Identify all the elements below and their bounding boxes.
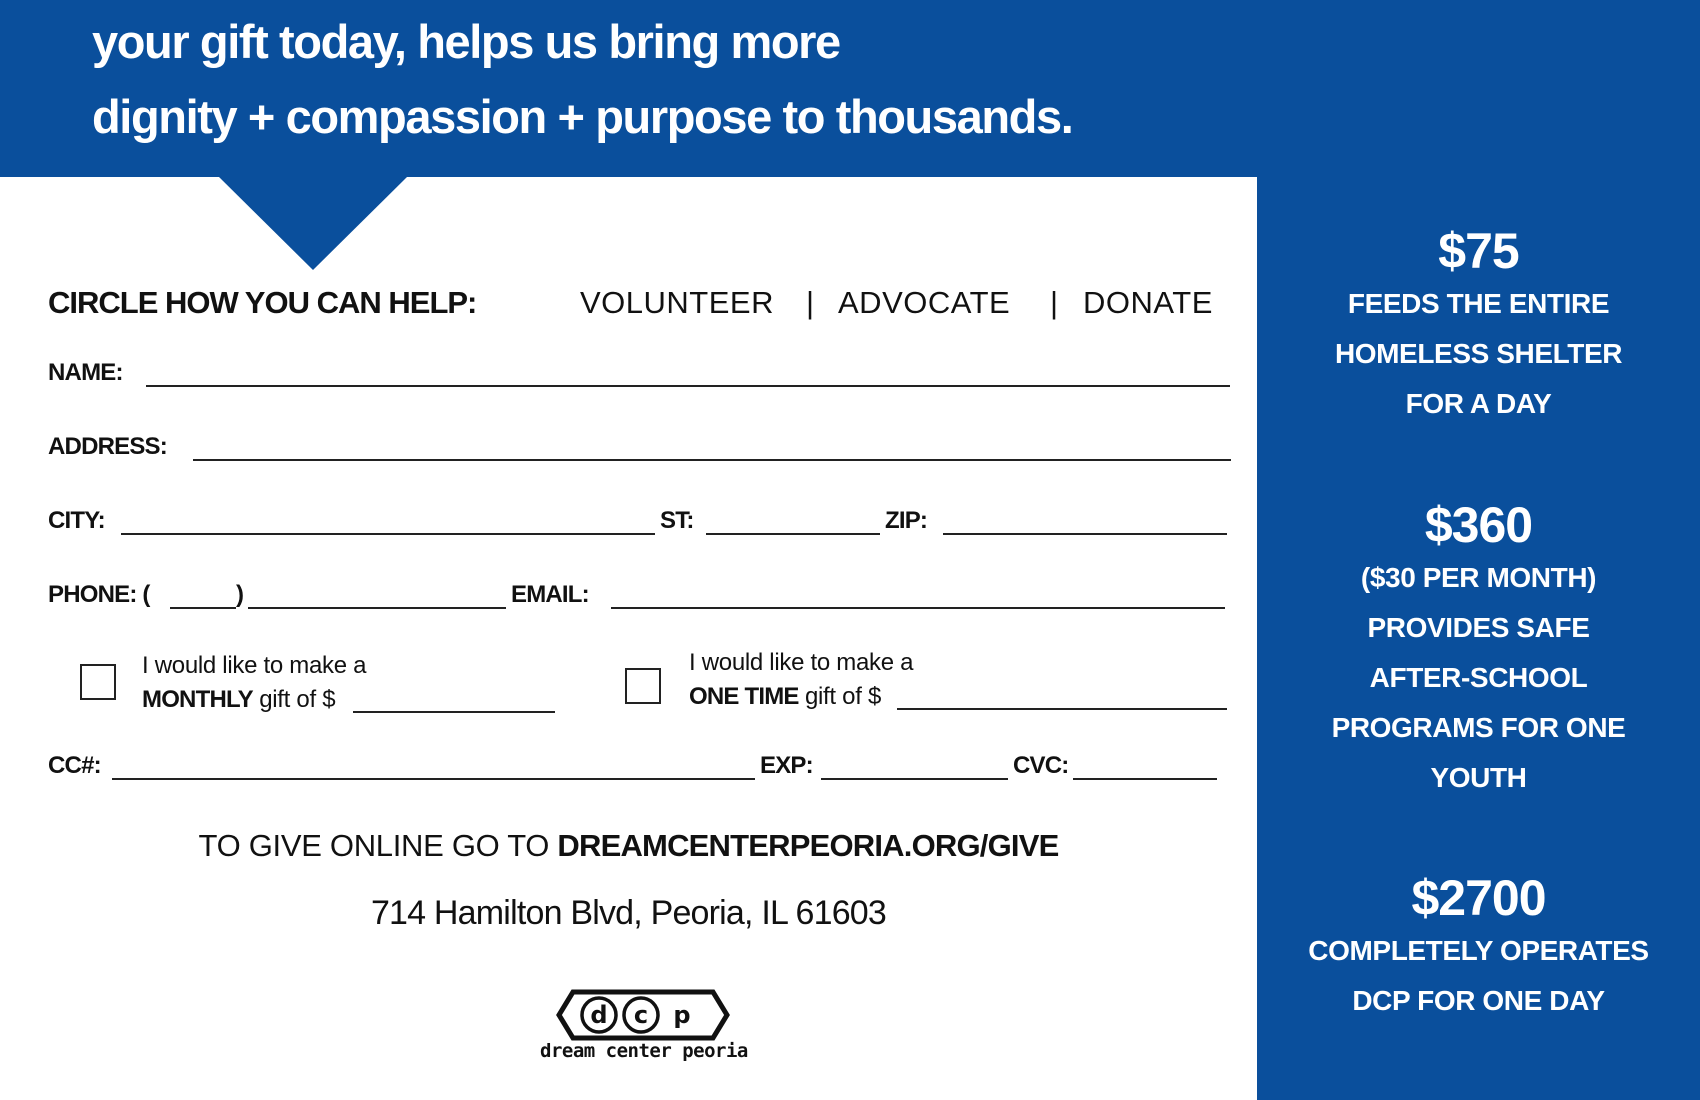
tier-line: YOUTH (1430, 762, 1527, 793)
tier-2700 (1257, 870, 1700, 1026)
banner-line-1: your gift today, helps us bring more (92, 15, 840, 68)
logo-letter-d: d (590, 1001, 608, 1029)
monthly-gift-intro: I would like to make a (142, 652, 367, 679)
state-label: ST: (660, 507, 694, 534)
tier-description (1257, 926, 1700, 1026)
header-banner (0, 0, 1700, 177)
banner-pointer (218, 176, 408, 271)
option-donate[interactable]: DONATE (1083, 285, 1213, 320)
tier-description (1257, 279, 1700, 429)
logo-wordmark: dream center peoria (540, 1040, 748, 1062)
address-label: ADDRESS: (48, 433, 167, 460)
one-time-amount-field[interactable] (897, 708, 1227, 710)
state-field[interactable] (706, 533, 880, 535)
exp-field[interactable] (821, 778, 1008, 780)
option-advocate[interactable]: ADVOCATE (838, 285, 1011, 320)
banner-line-2: dignity + compassion + purpose to thousands. (92, 90, 1073, 143)
phone-number-field[interactable] (248, 607, 506, 609)
one-time-gift-intro: I would like to make a (689, 649, 914, 676)
zip-label: ZIP: (885, 507, 928, 534)
tier-75 (1257, 223, 1700, 429)
help-label: CIRCLE HOW YOU CAN HELP: (48, 285, 477, 320)
online-giving (0, 828, 1257, 864)
online-prefix: TO GIVE ONLINE GO TO (198, 828, 558, 863)
option-volunteer[interactable]: VOLUNTEER (580, 285, 774, 320)
tier-line: PROVIDES SAFE (1367, 612, 1590, 643)
street-address: 714 Hamilton Blvd, Peoria, IL 61603 (370, 894, 887, 932)
tier-description (1257, 553, 1700, 803)
tier-line: PROGRAMS FOR ONE (1331, 712, 1626, 743)
cc-label: CC#: (48, 752, 101, 779)
city-field[interactable] (121, 533, 655, 535)
name-field[interactable] (146, 385, 1230, 387)
tier-line: FEEDS THE ENTIRE (1347, 288, 1610, 319)
exp-label: EXP: (760, 752, 813, 779)
monthly-gift-bold: MONTHLY (142, 686, 253, 713)
phone-area-code-field[interactable] (170, 607, 236, 609)
cc-number-field[interactable] (112, 778, 755, 780)
tier-amount: $360 (1424, 497, 1533, 553)
tier-amount: $2700 (1411, 870, 1546, 926)
give-url[interactable]: DREAMCENTERPEORIA.ORG/GIVE (557, 828, 1059, 863)
address-field[interactable] (193, 459, 1231, 461)
phone-label: PHONE: ( (48, 581, 150, 608)
separator: | (806, 285, 815, 320)
phone-paren: ) (236, 581, 244, 608)
logo-letter-p: p (673, 1001, 691, 1029)
one-time-gift-bold: ONE TIME (689, 683, 799, 710)
city-label: CITY: (48, 507, 105, 534)
tier-amount: $75 (1438, 223, 1519, 279)
email-field[interactable] (611, 607, 1225, 609)
email-label: EMAIL: (511, 581, 589, 608)
cvc-field[interactable] (1073, 778, 1217, 780)
tier-360 (1257, 497, 1700, 803)
monthly-gift-rest: gift of $ (252, 686, 336, 713)
logo-letter-c: c (633, 1001, 649, 1029)
tier-line: FOR A DAY (1405, 388, 1552, 419)
tier-line: COMPLETELY OPERATES (1308, 935, 1649, 966)
one-time-checkbox[interactable] (625, 668, 661, 704)
impact-sidebar (1257, 176, 1700, 1100)
tier-line: AFTER-SCHOOL (1369, 662, 1588, 693)
cvc-label: CVC: (1013, 752, 1069, 779)
separator: | (1050, 285, 1059, 320)
name-label: NAME: (48, 359, 123, 386)
monthly-amount-field[interactable] (353, 711, 555, 713)
dcp-logo (553, 988, 733, 1088)
one-time-gift-text (689, 683, 881, 711)
zip-field[interactable] (943, 533, 1227, 535)
tier-line: HOMELESS SHELTER (1334, 338, 1623, 369)
help-options-row (48, 285, 1228, 325)
tier-line: ($30 PER MONTH) (1360, 562, 1597, 593)
monthly-checkbox[interactable] (80, 664, 116, 700)
tier-line: DCP FOR ONE DAY (1352, 985, 1605, 1016)
one-time-gift-rest: gift of $ (798, 683, 881, 710)
monthly-gift-text (142, 686, 335, 714)
